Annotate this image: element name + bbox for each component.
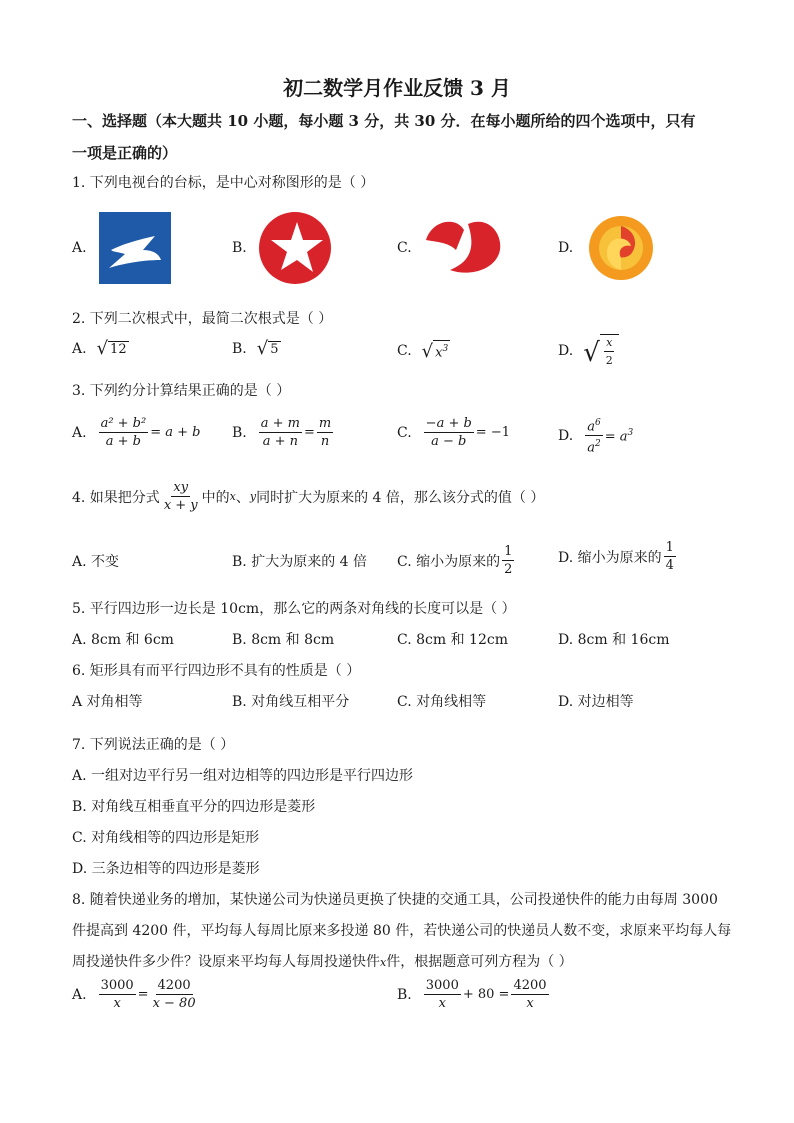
q4-var-y: y [249, 490, 257, 503]
q8-b-left-fraction: $\frac{3000}{x}$ [425, 978, 459, 1011]
q3-label-a: A. [72, 424, 87, 441]
q4-fraction: $\frac{xy}{x + y}$ [163, 480, 198, 513]
q4-option-c[interactable] [397, 544, 516, 577]
q4-stem-post: 同时扩大为原来的 4 倍，那么该分式的值（ ） [256, 489, 545, 506]
q4-option-a[interactable]: A. 不变 [72, 554, 120, 570]
q4-option-b[interactable]: B. 扩大为原来的 4 倍 [232, 554, 367, 570]
q5-stem: 5. 平行四边形一边长是 10cm，那么它的两条对角线的长度可以是（ ） [72, 601, 516, 617]
q1-label-a: A. [72, 240, 87, 256]
q3-a-fraction: $\frac{\text{a² + b²}}{a + b}$ [100, 416, 147, 449]
q4-c-fraction: $\frac{1}{2}$ [504, 544, 513, 577]
q4-option-d[interactable] [558, 540, 678, 573]
q2-label-b: B. [232, 341, 247, 357]
q3-b-equals: = [304, 425, 315, 440]
q2-sqrt-12: √ 12 [96, 338, 127, 359]
q6-option-c[interactable]: C. 对角线相等 [397, 694, 487, 710]
q7-option-c[interactable]: C. 对角线相等的四边形是矩形 [72, 830, 260, 846]
q3-label-b: B. [232, 424, 247, 441]
q7-option-b[interactable]: B. 对角线互相垂直平分的四边形是菱形 [72, 799, 316, 815]
q2-label-d: D. [558, 343, 574, 359]
q4-separator: 、 [235, 489, 250, 506]
q5-option-c[interactable]: C. 8cm 和 12cm [397, 632, 508, 648]
q2-stem: 2. 下列二次根式中，最简二次根式是（ ） [72, 311, 333, 327]
q7-option-a[interactable]: A. 一组对边平行另一组对边相等的四边形是平行四边形 [72, 768, 414, 784]
q8-a-equals: = [137, 987, 149, 1002]
phoenix-tv-logo-icon [583, 210, 659, 286]
q8-a-right-fraction: $\frac{4200}{x - 80}$ [152, 978, 196, 1011]
q8-line3-post: 件，根据题意可列方程为（ ） [386, 954, 573, 970]
q4-var-x: x [229, 490, 236, 503]
q1-option-d[interactable] [558, 210, 659, 286]
q7-stem: 7. 下列说法正确的是（ ） [72, 737, 235, 753]
q4-stem-mid: 中的 [201, 489, 230, 506]
q4-d-text: D. 缩小为原来的 [558, 549, 662, 566]
q3-c-fraction: $\frac{-a + b}{a - b}$ [425, 416, 472, 449]
q8-line3-pre: 周投递快件多少件？设原来平均每人每周投递快件 [72, 954, 380, 970]
q8-line1: 8. 随着快递业务的增加，某快递公司为快递员更换了快捷的交通工具，公司投递快件的能力由每周 3000 [72, 892, 718, 908]
q1-option-b[interactable] [232, 210, 333, 286]
zhejiang-tv-logo-icon [97, 210, 173, 286]
q1-label-b: B. [232, 240, 247, 256]
q2-option-d[interactable] [558, 334, 619, 368]
q8-a-left-fraction: $\frac{3000}{x}$ [100, 978, 134, 1011]
section-heading-line1: 一、选择题（本大题共 10 小题，每小题 3 分，共 30 分．在每小题所给的四个选项中，只有 [72, 112, 696, 130]
q1-label-d: D. [558, 240, 574, 256]
q3-d-rhs: = $a^3$ [604, 427, 634, 444]
q2-sqrt-x-cubed: √ $x^3$ [421, 341, 449, 363]
star-tv-logo-icon [257, 210, 333, 286]
q2-option-c[interactable] [397, 340, 450, 361]
q3-option-c[interactable] [397, 416, 510, 449]
q1-option-a[interactable] [72, 210, 173, 286]
q3-option-b[interactable] [232, 416, 335, 449]
q5-option-a[interactable]: A. 8cm 和 6cm [72, 632, 174, 648]
q3-option-a[interactable] [72, 416, 200, 449]
section-heading-line2: 一项是正确的） [72, 144, 178, 162]
q5-option-b[interactable]: B. 8cm 和 8cm [232, 632, 335, 648]
q3-option-d[interactable] [558, 416, 633, 456]
q8-b-right-fraction: $\frac{4200}{x}$ [513, 978, 547, 1011]
q8-line2: 件提高到 4200 件，平均每人每周比原来多投递 80 件，若快递公司的快递员人数不变，求原来平均每人每 [72, 923, 732, 939]
abstract-tv-logo-icon [422, 210, 506, 286]
q3-label-c: C. [397, 424, 412, 441]
q2-option-b[interactable] [232, 340, 281, 358]
q6-option-a[interactable]: A 对角相等 [72, 694, 143, 710]
q1-stem: 1. 下列电视台的台标，是中心对称图形的是（ ） [72, 175, 375, 191]
q8-line3 [72, 951, 573, 971]
q6-option-b[interactable]: B. 对角线互相平分 [232, 694, 350, 710]
q3-c-rhs: = −1 [475, 425, 510, 440]
q2-sqrt-5: √ 5 [256, 338, 279, 359]
page-title: 初二数学月作业反馈 3 月 [283, 76, 511, 100]
q6-option-d[interactable]: D. 对边相等 [558, 694, 634, 710]
q7-option-d[interactable]: D. 三条边相等的四边形是菱形 [72, 861, 260, 877]
q2-option-a[interactable] [72, 340, 129, 358]
q8-option-a[interactable] [72, 978, 200, 1011]
q8-b-middle: + 80 = [462, 987, 510, 1002]
q3-stem: 3. 下列约分计算结果正确的是（ ） [72, 383, 291, 399]
q5-option-d[interactable]: D. 8cm 和 16cm [558, 632, 670, 648]
q2-sqrt-x-over-2: √ $\frac{x}{2}$ [583, 334, 619, 368]
q8-label-b: B. [397, 986, 412, 1003]
q8-option-b[interactable] [397, 978, 551, 1011]
q2-label-a: A. [72, 341, 87, 357]
q6-stem: 6. 矩形具有而平行四边形不具有的性质是（ ） [72, 663, 361, 679]
q4-stem [72, 480, 544, 513]
q4-d-fraction: $\frac{1}{4}$ [665, 540, 674, 573]
q3-a-rhs: = a + b [150, 425, 201, 440]
q8-var-x: x [380, 956, 387, 969]
q1-option-c[interactable] [397, 210, 506, 286]
q3-b-rhs-fraction: $\frac{m}{n}$ [318, 416, 332, 449]
q8-label-a: A. [72, 986, 87, 1003]
q3-label-d: D. [558, 427, 574, 444]
q4-c-text: C. 缩小为原来的 [397, 553, 501, 570]
q2-label-c: C. [397, 342, 412, 359]
q3-b-fraction: $\frac{a + m}{a + n}$ [260, 416, 300, 449]
q3-d-fraction: $\frac{a^6}{a^2}$ [587, 418, 601, 456]
q1-label-c: C. [397, 240, 412, 256]
q4-stem-pre: 4. 如果把分式 [72, 489, 160, 506]
